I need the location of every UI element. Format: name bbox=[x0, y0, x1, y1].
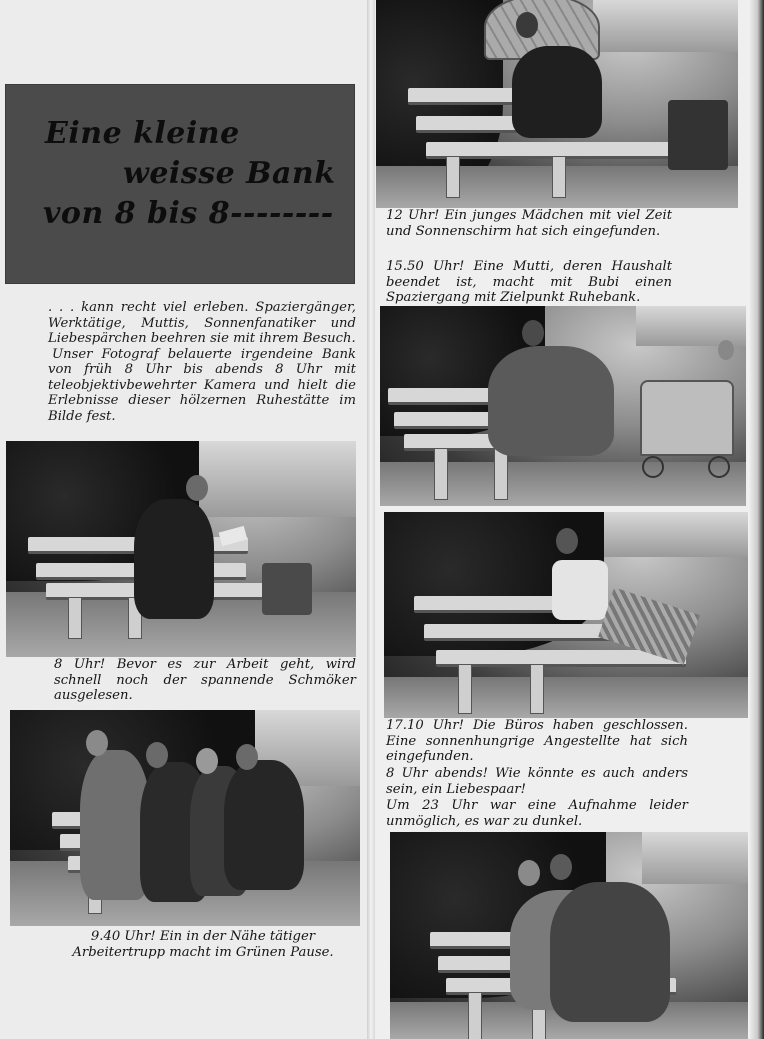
girl-with-parasol-photo bbox=[376, 0, 738, 208]
title-line-1: Eine kleine bbox=[45, 116, 240, 151]
title-box bbox=[5, 84, 355, 284]
mother-with-pram-photo bbox=[380, 306, 746, 506]
caption-9-40-uhr: 9.40 Uhr! Ein in der Nähe tätiger Arbeitertrupp macht im Grünen Pause. bbox=[72, 929, 334, 960]
caption-12-uhr: 12 Uhr! Ein junges Mädchen mit viel Zeit und Sonnenschirm hat sich eingefunden. bbox=[386, 208, 672, 239]
caption-8-uhr-abends: 8 Uhr abends! Wie könnte es auch anders sein, ein Liebespaar! bbox=[386, 766, 688, 797]
page-edge bbox=[748, 0, 764, 1039]
page-gutter bbox=[367, 0, 375, 1039]
caption-15-50-uhr: 15.50 Uhr! Eine Mutti, deren Haushalt beendet ist, macht mit Bubi einen Spaziergang mit Zielpunkt Ruhebank. bbox=[386, 259, 672, 305]
couple-on-bench-photo bbox=[390, 832, 750, 1039]
title-line-3: von 8 bis 8-------- bbox=[43, 196, 334, 231]
intro-paragraph-2: Unser Fotograf belauerte irgendeine Bank von früh 8 Uhr bis abends 8 Uhr mit teleobjektivbewehrter Kamera und hielt die Erlebnisse dieser hölzernen Ruhestätte im Bilde fest. bbox=[48, 346, 356, 424]
man-reading-book-photo bbox=[6, 441, 356, 657]
caption-8-uhr: 8 Uhr! Bevor es zur Arbeit geht, wird schnell noch der spannende Schmöker ausgelesen. bbox=[54, 657, 356, 703]
title-line-2: weisse Bank bbox=[123, 156, 336, 191]
workers-resting-photo bbox=[10, 710, 360, 926]
office-worker-sunbathing-photo bbox=[384, 512, 750, 718]
intro-paragraph-1: . . . kann recht viel erleben. Spaziergänger, Werktätige, Muttis, Sonnenfanatiker und Liebespärchen beehren sie mit ihrem Besuch. bbox=[48, 300, 356, 346]
intro-text bbox=[48, 300, 356, 424]
caption-17-10-uhr: 17.10 Uhr! Die Büros haben geschlossen. Eine sonnenhungrige Angestellte hat sich eingefunden. bbox=[386, 718, 688, 764]
caption-23-uhr: Um 23 Uhr war eine Aufnahme leider unmöglich, es war zu dunkel. bbox=[386, 798, 688, 829]
